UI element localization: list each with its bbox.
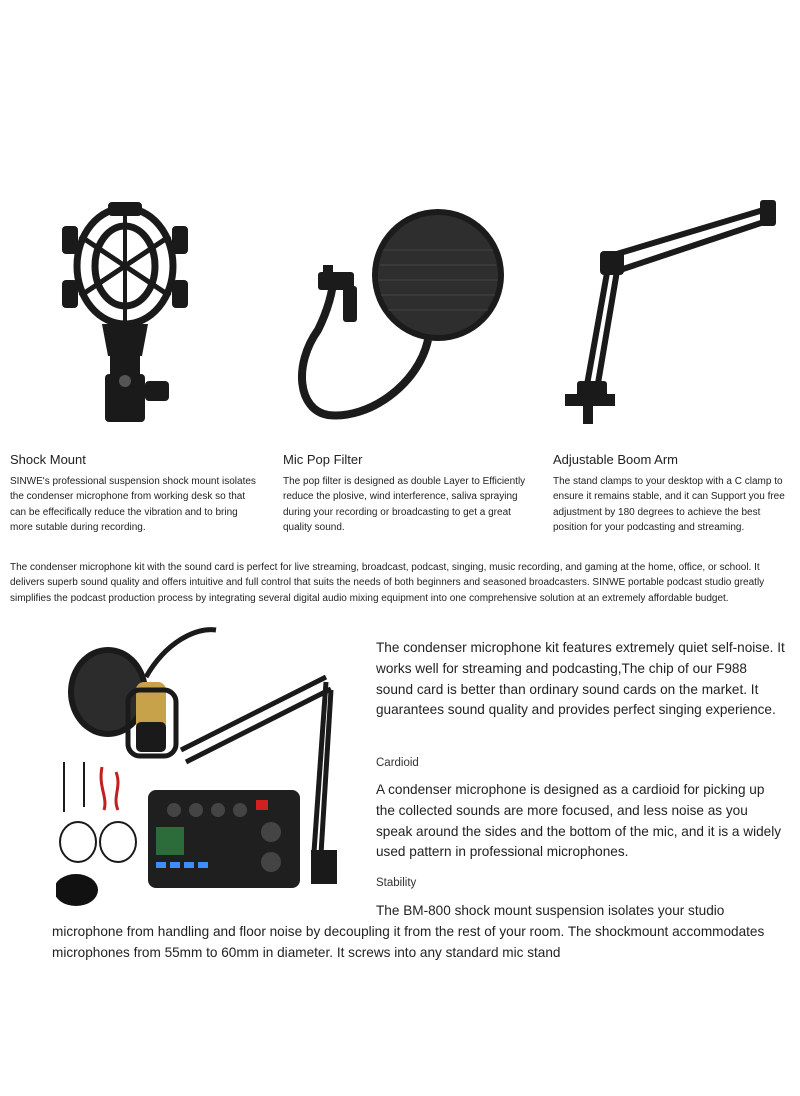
kit-lead-paragraph: The condenser microphone kit features extremely quiet self-noise. It works well for streaming and podcasting,The chip of our F988 sound card is better than ordinary sound cards on the market. It guarantees sound quality and provides perfect singing experience. (376, 640, 785, 718)
shock-mount-title: Shock Mount (10, 452, 86, 467)
stability-first-line: The BM-800 shock mount suspension isolates your studio (376, 903, 725, 918)
stability-paragraph: microphone from handling and floor noise by decoupling it from the rest of your room. The shockmount accommodates microphones from 55mm to 60mm in diameter. It screws into any standard mic stand (52, 924, 765, 960)
cardioid-heading: Cardioid (376, 757, 419, 769)
intro-paragraph: The condenser microphone kit with the sound card is perfect for live streaming, broadcast, podcast, singing, music recording, and gaming at the home, office, or school. It delivers superb sound quality and offers intuitive and full control that suits the needs of both beginners and seasoned broadcasters. SINWE portable podcast studio greatly simplifies the podcast production process by integrating several digital audio mixing equipment into one comprehensive solution at an extremely affordable budget. (10, 562, 765, 604)
pop-filter-desc: The pop filter is designed as double Layer to Efficiently reduce the plosive, wind interference, saliva spraying during your recording or broadcasting to get a great quality sound. (283, 476, 526, 533)
shock-mount-desc: SINWE's professional suspension shock mount isolates the condenser microphone from working desk so that can be effecifically reduce the vibration and to bring more sutable during recording. (10, 476, 256, 533)
pop-filter-image (288, 190, 523, 430)
boom-arm-title: Adjustable Boom Arm (553, 452, 679, 467)
boom-arm-desc: The stand clamps to your desktop with a C clamp to ensure it remains stable, and it can Support you free adjustment by 180 degrees to achieve the best position for your podcasting and streaming. (553, 476, 785, 533)
microphone-kit-bundle-image (56, 622, 366, 910)
shock-mount-image (50, 196, 200, 434)
pop-filter-title: Mic Pop Filter (283, 452, 363, 467)
cardioid-paragraph: A condenser microphone is designed as a cardioid for picking up the collected sounds are more focused, and less noise as you speak around the sides and the bottom of the mic, and it is a widely used pattern in professional microphones. (376, 782, 782, 860)
boom-arm-image (555, 196, 785, 426)
stability-heading: Stability (376, 877, 417, 889)
